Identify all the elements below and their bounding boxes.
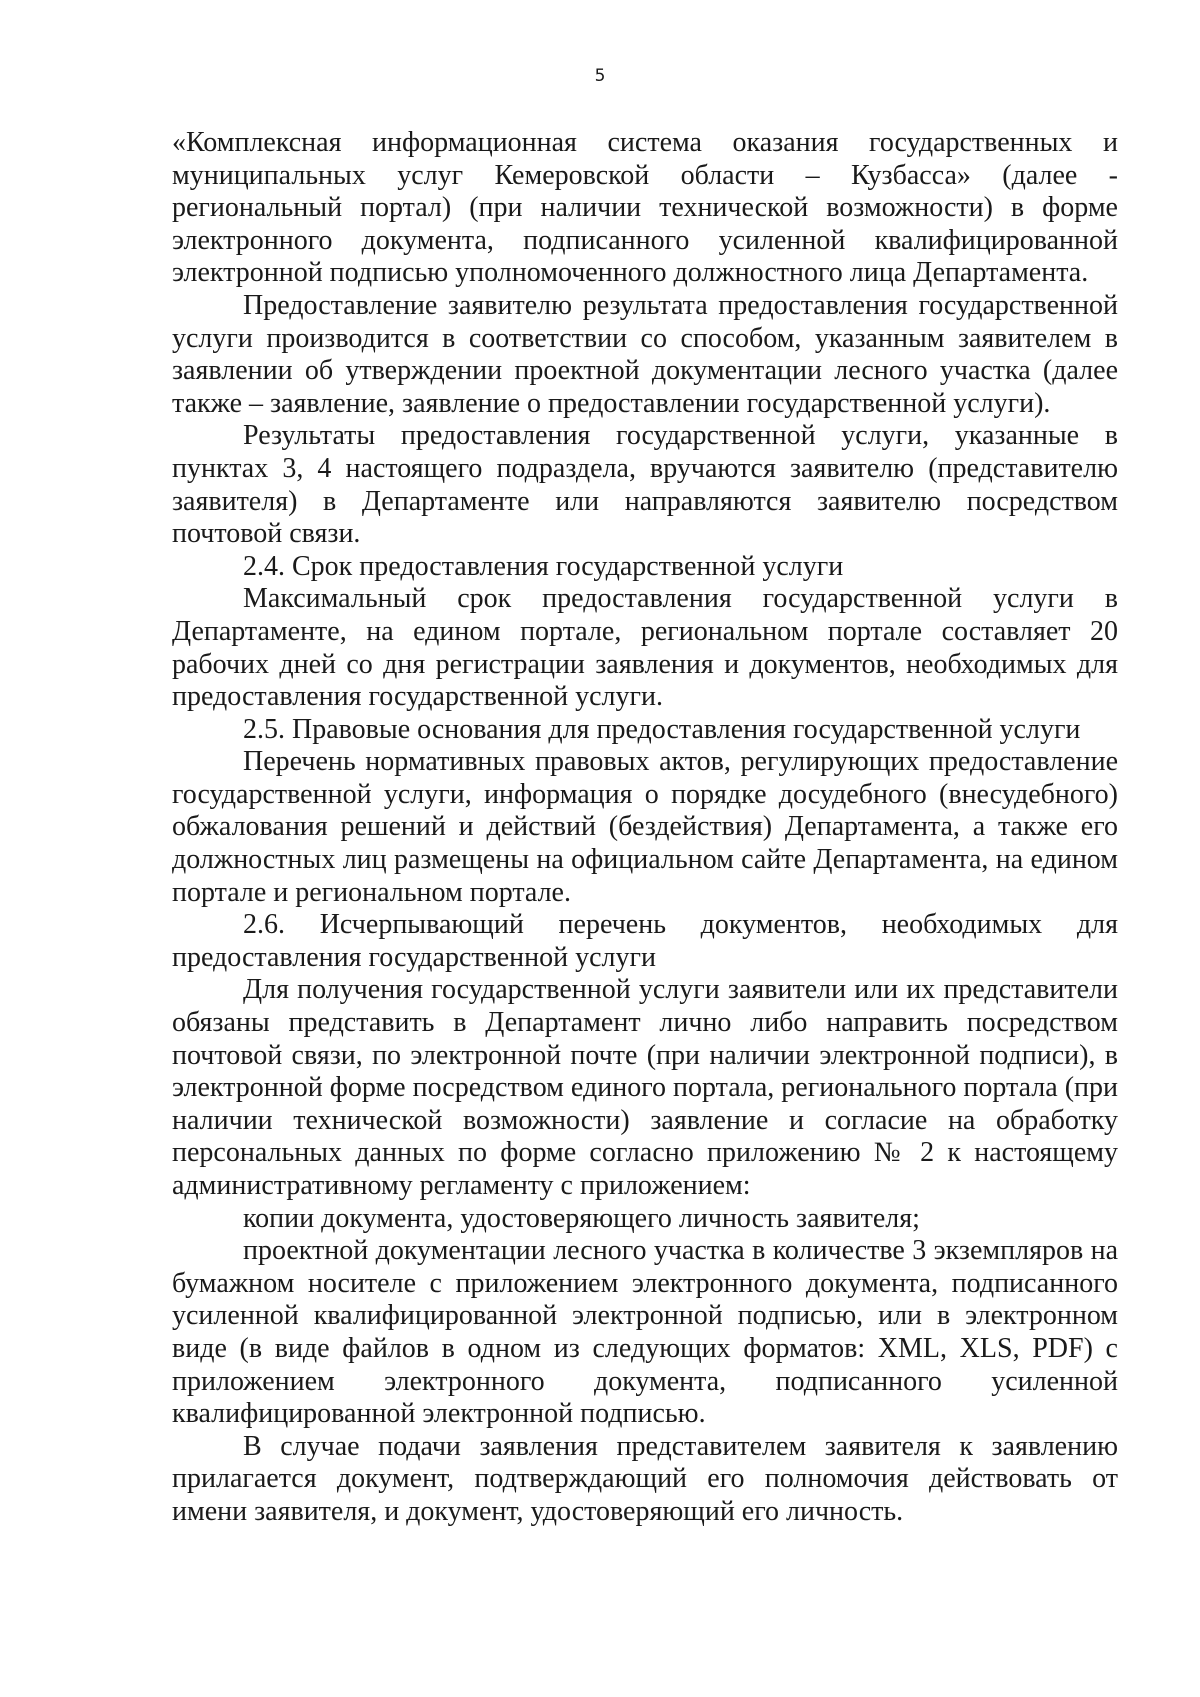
page-number: 5 [594, 66, 606, 86]
list-item-identity-copy: копии документа, удостоверяющего личность заявителя; [243, 1202, 920, 1234]
section-heading-2-4: 2.4. Срок предоставления государственной услуги [243, 550, 844, 582]
list-item-project-documentation: проектной документации лесного участка в количестве 3 экземпляров на бумажном носителе с приложением электронного документа, подписанного усиленной квалифицированной электронной подписью, или в электронном виде (в виде файлов в одном из следующих форматов: XML, XLS, PDF) с приложением электронного документа, подписанного усиленной квалифицированной электронной подписью. [172, 1235, 1118, 1430]
paragraph-max-term: Максимальный срок предоставления государственной услуги в Департаменте, на едином портале, региональном портале составляет 20 рабочих дней со дня регистрации заявления и документов, необходимых для предоставления государственной услуги. [172, 583, 1118, 713]
document-body [172, 127, 1118, 1529]
section-heading-2-6: 2.6. Исчерпывающий перечень документов, необходимых для предоставления государственной услуги [172, 909, 1118, 973]
paragraph-representative: В случае подачи заявления представителем заявителя к заявлению прилагается документ, подтверждающий его полномочия действовать от имени заявителя, и документ, удостоверяющий его личность. [172, 1430, 1118, 1527]
paragraph-results-handover: Результаты предоставления государственной услуги, указанные в пунктах 3, 4 настоящего подраздела, вручаются заявителю (представителю заявителя) в Департаменте или направляются заявителю посредством почтовой связи. [172, 420, 1118, 550]
paragraph-regional-portal: «Комплексная информационная система оказания государственных и муниципальных услуг Кемеровской области – Кузбасса» (далее - региональный портал) (при наличии технической возможности) в форме электронного документа, подписанного усиленной квалифицированной электронной подписью уполномоченного должностного лица Департамента. [172, 127, 1118, 289]
section-heading-2-5: 2.5. Правовые основания для предоставления государственной услуги [243, 713, 1081, 745]
paragraph-legal-acts: Перечень нормативных правовых актов, регулирующих предоставление государственной услуги, информация о порядке досудебного (внесудебного) обжалования решений и действий (бездействия) Департамента, а также его должностных лиц размещены на официальном сайте Департамента, на едином портале и региональном портале. [172, 746, 1118, 908]
paragraph-application-submission: Для получения государственной услуги заявители или их представители обязаны представить в Департамент лично либо направить посредством почтовой связи, по электронной почте (при наличии электронной подписи), в электронной форме посредством единого портала, регионального портала (при наличии технической возможности) заявление и согласие на обработку персональных данных по форме согласно приложению № 2 к настоящему административному регламенту с приложением: [172, 974, 1118, 1201]
paragraph-result-delivery-method: Предоставление заявителю результата предоставления государственной услуги производится в соответствии со способом, указанным заявителем в заявлении об утверждении проектной документации лесного участка (далее также – заявление, заявление о предоставлении государственной услуги). [172, 289, 1118, 419]
